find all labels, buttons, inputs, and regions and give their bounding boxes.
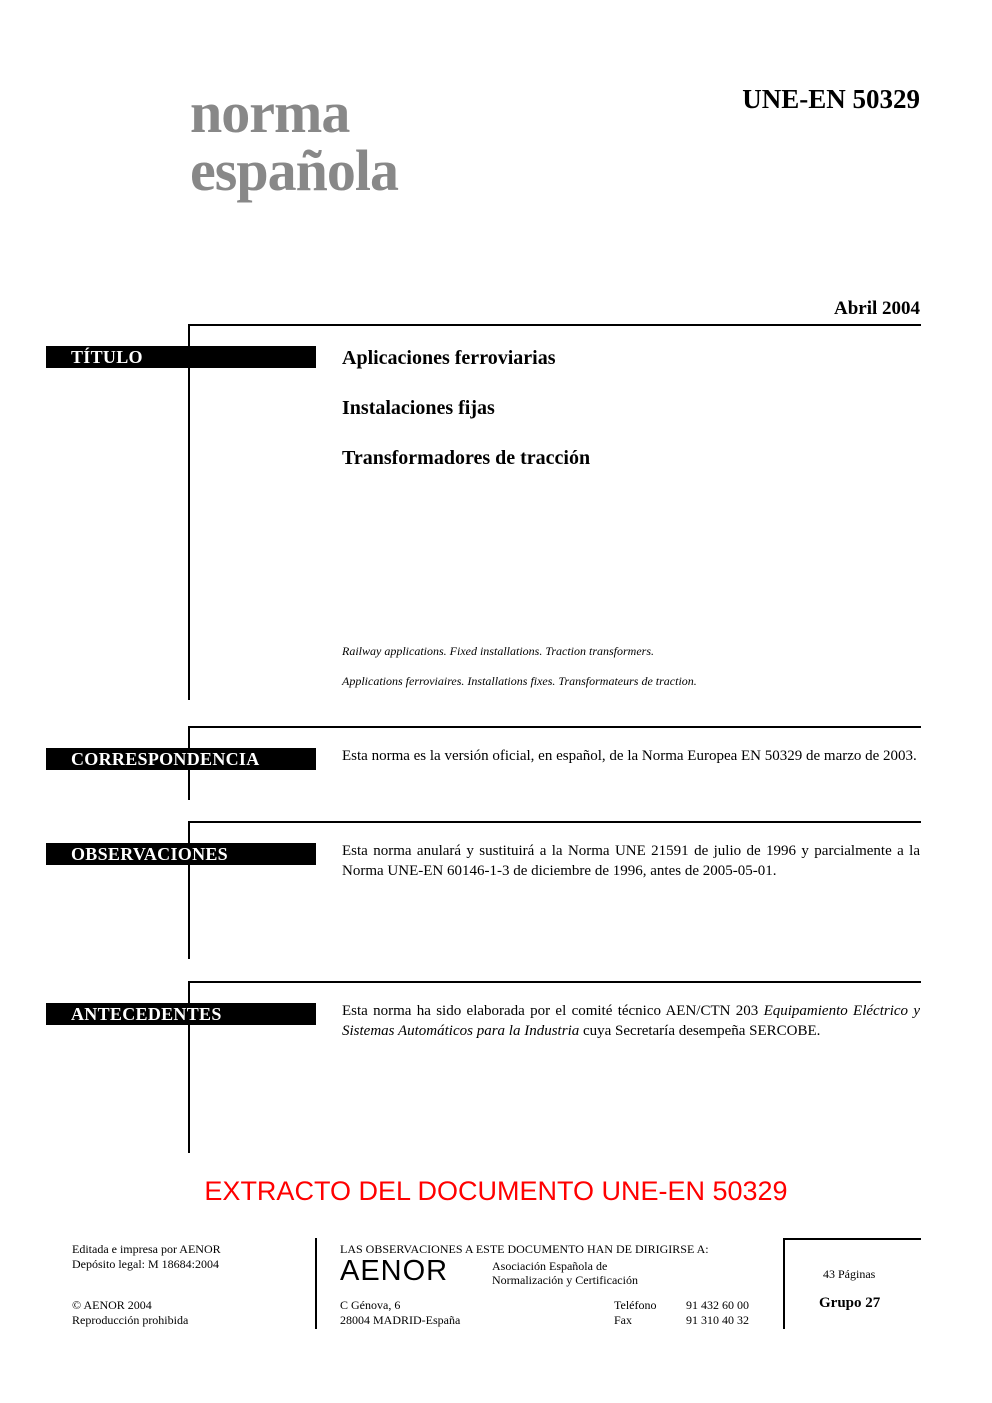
footer-box-top: [783, 1238, 921, 1240]
telefono-number: 91 432 60 00: [686, 1298, 749, 1312]
title-line-3: Transformadores de tracción: [342, 447, 591, 469]
section-label-observaciones: OBSERVACIONES: [46, 843, 316, 865]
section-vrule-titulo: [188, 324, 190, 700]
fax-label: Fax: [614, 1313, 632, 1327]
reproduction-notice: Reproducción prohibida: [72, 1313, 189, 1327]
fax-number: 91 310 40 32: [686, 1313, 749, 1327]
section-vrule-observaciones: [188, 821, 190, 959]
edited-by: Editada e impresa por AENOR: [72, 1242, 221, 1256]
footer-publisher: [72, 1242, 221, 1272]
contact-labels: [614, 1298, 656, 1328]
section-label-titulo: TÍTULO: [46, 346, 316, 368]
address-city: 28004 MADRID-España: [340, 1313, 461, 1327]
observaciones-address-heading: LAS OBSERVACIONES A ESTE DOCUMENTO HAN DE DIRIGIRSE A:: [340, 1242, 709, 1256]
observaciones-text: Esta norma anulará y sustituirá a la Norma UNE 21591 de julio de 1996 y parcialmente a la Norma UNE-EN 60146-1-3 de diciembre de 1996, antes de 2005-05-01.: [342, 843, 920, 879]
section-rule-observaciones: [188, 821, 921, 823]
footer-divider-2: [783, 1238, 785, 1329]
standard-number: UNE-EN 50329: [742, 84, 920, 114]
address-street: C Génova, 6: [340, 1298, 401, 1312]
section-rule-correspondencia: [188, 726, 921, 728]
page-count: 43 Páginas: [823, 1267, 876, 1281]
publication-date: Abril 2004: [833, 298, 920, 319]
aenor-association-name: [492, 1259, 638, 1287]
postal-address: [340, 1298, 460, 1328]
section-label-antecedentes: ANTECEDENTES: [46, 1003, 316, 1025]
antecedentes-text-start: Esta norma ha sido elaborada por el comité técnico AEN/CTN 203: [342, 1003, 764, 1019]
antecedentes-text-end: cuya Secretaría desempeña SERCOBE.: [579, 1022, 821, 1039]
title-french: Applications ferroviaires. Installations fixes. Transformateurs de traction.: [342, 674, 697, 688]
extract-notice: EXTRACTO DEL DOCUMENTO UNE-EN 50329: [204, 1176, 788, 1206]
antecedentes-text: [342, 1002, 920, 1041]
aenor-logo: AENOR: [340, 1255, 449, 1287]
brand-wordmark: [190, 80, 398, 203]
footer-divider-1: [315, 1238, 317, 1329]
footer-copyright: [72, 1298, 188, 1328]
title-line-2: Instalaciones fijas: [342, 397, 495, 419]
antecedentes-committee-name: Equipamiento Eléctrico y Sistemas Automáticos para la Industria: [342, 1003, 920, 1039]
title-line-1: Aplicaciones ferroviarias: [342, 347, 556, 369]
section-label-correspondencia: CORRESPONDENCIA: [46, 748, 316, 770]
section-rule-titulo: [188, 324, 921, 326]
deposito-legal: Depósito legal: M 18684:2004: [72, 1257, 219, 1271]
title-english: Railway applications. Fixed installations. Traction transformers.: [342, 644, 655, 658]
correspondencia-text: Esta norma es la versión oficial, en español, de la Norma Europea EN 50329 de marzo de 2003.: [342, 748, 917, 764]
price-group: Grupo 27: [819, 1295, 881, 1311]
brand-line-2: española: [190, 138, 398, 203]
section-rule-antecedentes: [188, 981, 921, 983]
copyright: © AENOR 2004: [72, 1298, 152, 1312]
assoc-line-2: Normalización y Certificación: [492, 1273, 638, 1287]
contact-numbers: [686, 1298, 749, 1328]
telefono-label: Teléfono: [614, 1298, 657, 1312]
brand-line-1: norma: [190, 80, 350, 145]
assoc-line-1: Asociación Española de: [492, 1259, 608, 1273]
